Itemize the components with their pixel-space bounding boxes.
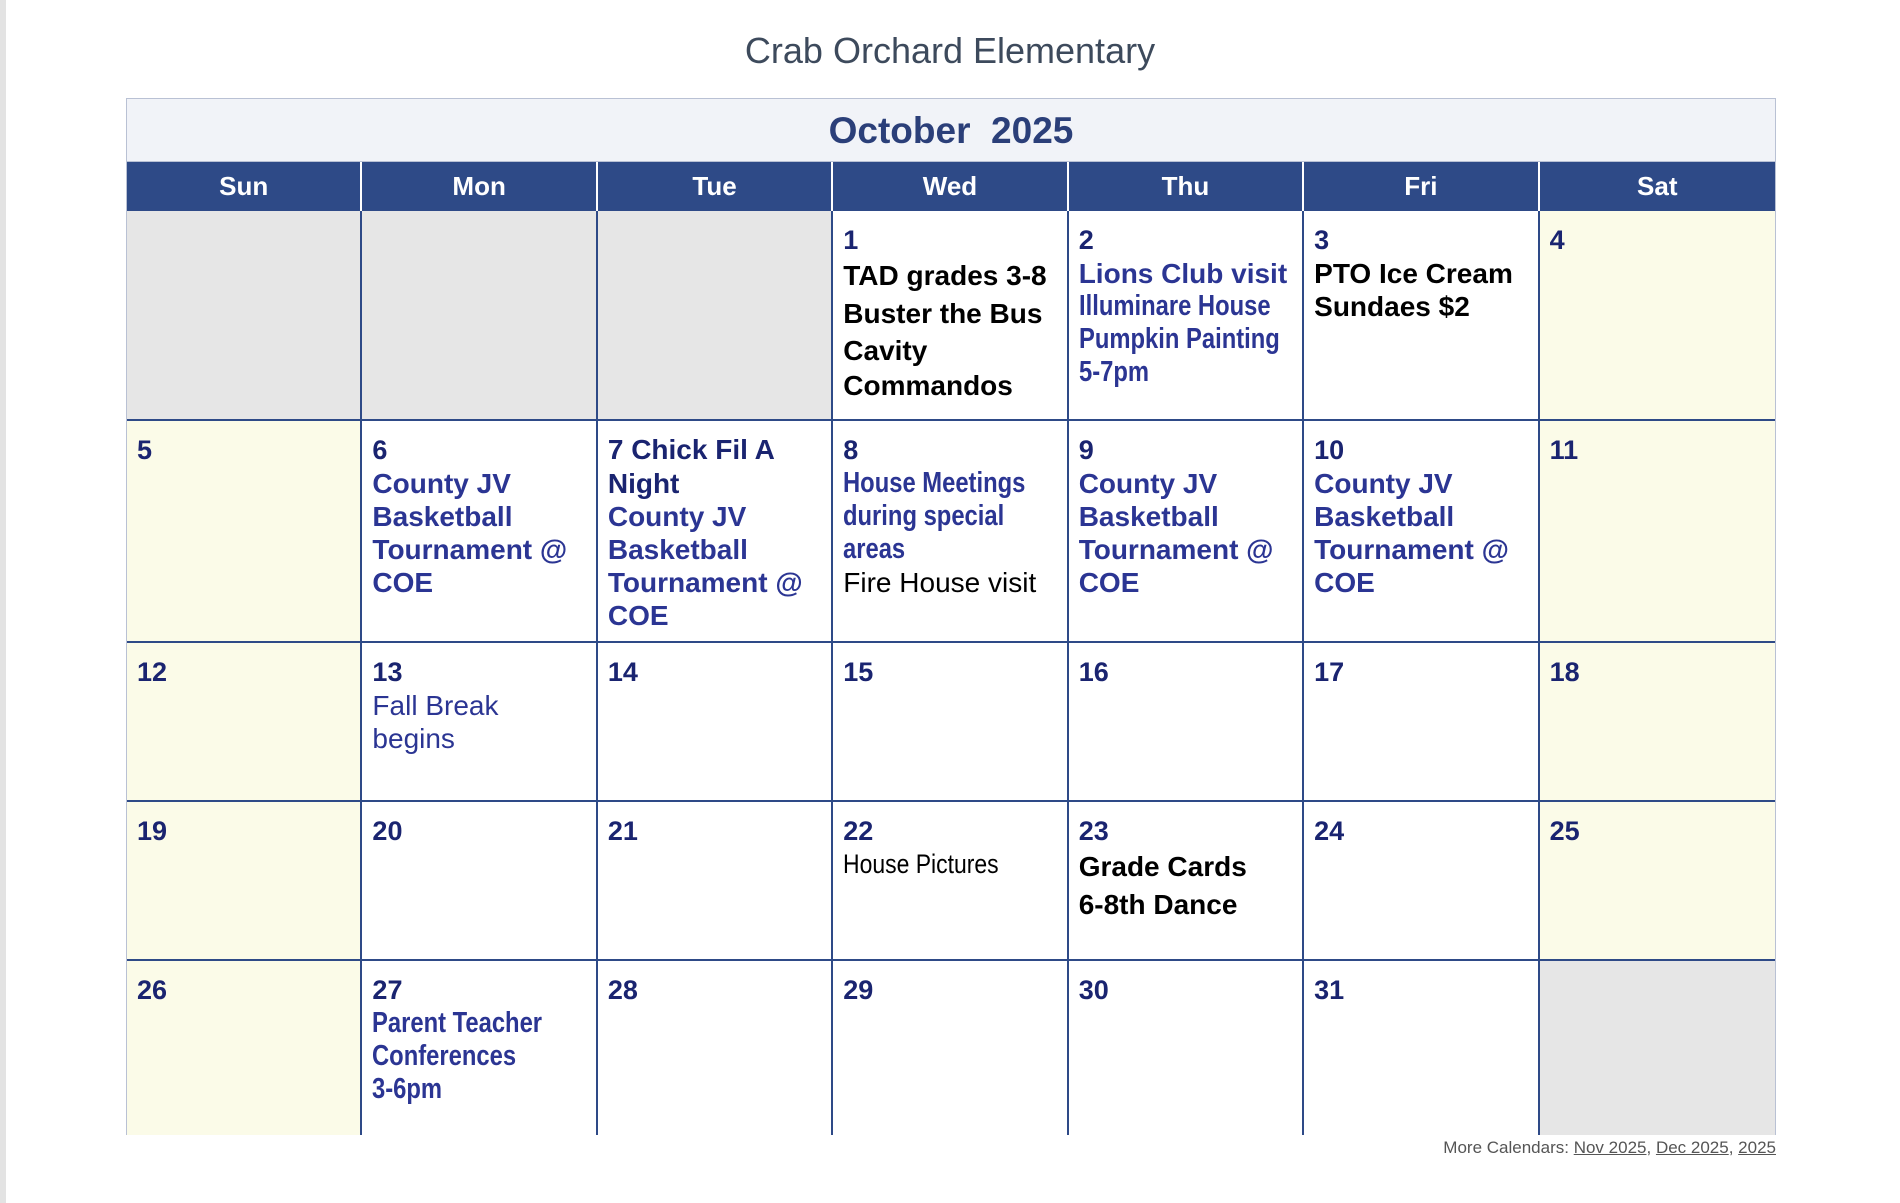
event: 6-8th Dance (1078, 889, 1238, 920)
day-number: 6 (372, 435, 388, 465)
day-number: 14 (607, 657, 638, 687)
day-number: 18 (1549, 657, 1580, 687)
day-number: 7 Chick Fil A (607, 434, 775, 465)
weekday-wed: Wed (833, 162, 1068, 211)
day-number: 9 (1078, 435, 1094, 465)
day-number: 15 (843, 657, 874, 687)
day-cell-10 (1304, 421, 1539, 643)
day-cell-empty (362, 211, 597, 421)
day-cell-empty (127, 211, 362, 421)
day-cell-5 (127, 421, 362, 643)
day-number: 27 (372, 975, 403, 1005)
day-cell-8 (833, 421, 1068, 643)
day-cell-31 (1304, 961, 1539, 1135)
day-number: 10 (1314, 435, 1345, 465)
more-calendars-label: More Calendars: (1443, 1138, 1569, 1157)
day-cell-4 (1540, 211, 1775, 421)
link-2025[interactable]: 2025 (1738, 1138, 1776, 1157)
day-number: 2 (1078, 225, 1094, 255)
event: Basketball (1078, 501, 1219, 532)
event: Fire House visit (843, 567, 1037, 598)
day-cell-empty (598, 211, 833, 421)
more-calendars-footer: More Calendars: Nov 2025, Dec 2025, 2025 (1443, 1138, 1776, 1157)
event: Lions Club visit (1078, 258, 1288, 289)
day-cell-14 (598, 643, 833, 802)
day-cell-18 (1540, 643, 1775, 802)
day-number: 12 (137, 657, 168, 687)
day-number: 1 (843, 225, 859, 255)
page-edge (0, 0, 6, 1203)
day-cell-16 (1069, 643, 1304, 802)
month-title: October 2025 (127, 99, 1775, 162)
day-cell-11 (1540, 421, 1775, 643)
day-cell-9 (1069, 421, 1304, 643)
event: 5-7pm (1078, 356, 1149, 388)
event: County JV (1314, 468, 1453, 499)
day-number: 23 (1078, 816, 1109, 846)
day-cell-6 (362, 421, 597, 643)
event: Cavity (843, 335, 928, 366)
event: PTO Ice Cream (1314, 258, 1513, 289)
day-cell-1 (833, 211, 1068, 421)
event: Tournament @ (607, 567, 803, 598)
day-cell-30 (1069, 961, 1304, 1135)
event: TAD grades 3-8 (843, 260, 1047, 291)
calendar (126, 98, 1776, 1135)
day-cell-7 (598, 421, 833, 643)
link-dec-2025[interactable]: Dec 2025 (1655, 1138, 1729, 1157)
day-number: 3 (1314, 225, 1330, 255)
event: House Pictures (843, 849, 999, 879)
event: Buster the Bus (843, 298, 1043, 329)
event: COE (372, 567, 434, 598)
day-number: 8 (843, 435, 859, 465)
event: Pumpkin Painting (1078, 323, 1280, 355)
day-cell-27 (362, 961, 597, 1135)
day-number: 26 (137, 975, 168, 1005)
event: Tournament @ (1078, 534, 1274, 565)
day-number: 28 (607, 975, 638, 1005)
day-cell-20 (362, 802, 597, 961)
weekday-header (127, 162, 1775, 211)
day-number: 20 (372, 816, 403, 846)
day-cell-28 (598, 961, 833, 1135)
day-number: 31 (1314, 975, 1345, 1005)
day-cell-25 (1540, 802, 1775, 961)
day-number: 22 (843, 816, 874, 846)
day-number: 11 (1549, 435, 1579, 465)
event: Basketball (372, 501, 513, 532)
weekday-fri: Fri (1304, 162, 1539, 211)
event: 3-6pm (372, 1073, 443, 1105)
event: COE (1314, 567, 1375, 598)
event: areas (843, 533, 906, 565)
event: COE (1078, 567, 1140, 598)
event: Grade Cards (1078, 851, 1247, 882)
event: Conferences (372, 1040, 517, 1072)
weekday-sun: Sun (127, 162, 362, 211)
day-number: 16 (1078, 657, 1109, 687)
day-number: 30 (1078, 975, 1109, 1005)
day-cell-26 (127, 961, 362, 1135)
day-cell-13 (362, 643, 597, 802)
event: Commandos (843, 370, 1013, 401)
day-cell-2 (1069, 211, 1304, 421)
day-cell-23 (1069, 802, 1304, 961)
event: County JV (372, 468, 511, 499)
day-cell-15 (833, 643, 1068, 802)
day-number: 24 (1314, 816, 1345, 846)
day-number: 5 (137, 435, 153, 465)
weekday-tue: Tue (598, 162, 833, 211)
day-number: 17 (1314, 657, 1345, 687)
weekday-mon: Mon (362, 162, 597, 211)
event: Sundaes $2 (1314, 291, 1470, 322)
event: County JV (607, 501, 747, 532)
event: Fall Break (372, 690, 499, 721)
day-number: 25 (1549, 816, 1580, 846)
event: House Meetings (843, 467, 1026, 499)
event: Illuminare House (1078, 290, 1271, 322)
event: during special (843, 500, 1005, 532)
event: COE (607, 600, 669, 631)
weekday-sat: Sat (1637, 171, 1678, 201)
day-cell-12 (127, 643, 362, 802)
weekday-thu: Thu (1069, 162, 1304, 211)
day-number: 29 (843, 975, 874, 1005)
event: Basketball (607, 534, 748, 565)
day-cell-empty (1540, 961, 1775, 1135)
day-cell-3 (1304, 211, 1539, 421)
event: Basketball (1314, 501, 1455, 532)
day-number: 19 (137, 816, 168, 846)
day-cell-24 (1304, 802, 1539, 961)
calendar-grid (127, 211, 1775, 1135)
school-title: Crab Orchard Elementary (744, 30, 1156, 71)
event: Tournament @ (1314, 534, 1509, 565)
day-cell-21 (598, 802, 833, 961)
event: begins (372, 723, 455, 754)
link-nov-2025[interactable]: Nov 2025 (1573, 1138, 1647, 1157)
day-cell-22 (833, 802, 1068, 961)
day-number: 4 (1549, 225, 1565, 255)
event: Night (607, 468, 680, 499)
day-cell-19 (127, 802, 362, 961)
day-cell-17 (1304, 643, 1539, 802)
day-number: 21 (607, 816, 638, 846)
event: Tournament @ (372, 534, 568, 565)
day-number: 13 (372, 657, 403, 687)
event: Parent Teacher (372, 1007, 543, 1039)
event: County JV (1078, 468, 1218, 499)
day-cell-29 (833, 961, 1068, 1135)
